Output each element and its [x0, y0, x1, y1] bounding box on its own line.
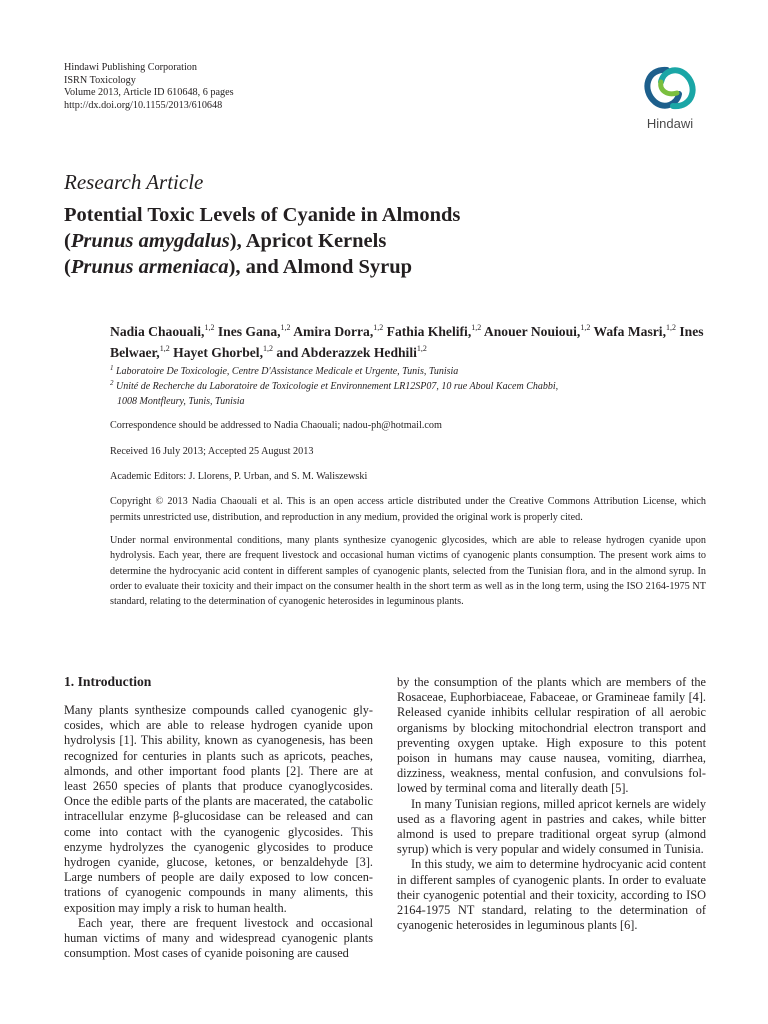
affiliation-2: $^2$ Unité de Recherche du Laboratoire de Toxicologie et Environnement LR12SP07, 10 rue Aboul Kacem Chabbi, — [110, 379, 559, 392]
paragraph: by the consumption of the plants which are members of the Rosaceae, Euphorbiaceae, Fabaceae, or Gramineae family [4]. Released cyanide inhibits cellular respiration of all aerobic organisms by blocking mitochondrial electron transport and preventing oxygen uptake. High exposure to this potent poison in humans may cause nausea, vomiting, diarrhea, dizziness, weakness, mental confusion, and convulsions followed by terminal coma and literally death [5]. — [397, 675, 706, 796]
journal-name: ISRN Toxicology — [64, 74, 136, 86]
author: Fathia Khelifi,$^{1,2}$ — [386, 323, 482, 339]
hindawi-logo-text: Hindawi — [646, 116, 694, 131]
received-accepted-dates: Received 16 July 2013; Accepted 25 August 2013 — [110, 446, 314, 457]
author: Amira Dorra,$^{1,2}$ — [293, 323, 384, 339]
doi-link[interactable]: http://dx.doi.org/10.1155/2013/610648 — [64, 99, 223, 111]
author-list — [110, 321, 710, 363]
author: Nadia Chaouali,$^{1,2}$ — [110, 323, 215, 339]
title-line-1: Potential Toxic Levels of Cyanide in Almonds — [64, 204, 461, 226]
paragraph: Many plants synthesize compounds called cyanogenic glycosides, which are able to release hydrogen cyanide upon hydrolysis [1]. This ability, known as cyanogenesis, has been recognized for centuries in plants such as apricots, peaches, almonds, and other important food plants [2]. There are at least 2650 species of plants that produce cyanoglycosides. Once the edible parts of the plants are macerated, the catabolic intracellular enzyme β-glucosidase can be released and can come into contact with the cyanogenic glycosides. This enzyme hydrolyzes the cyanogenic glycosides to produce hydrogen cyanide, glucose, ketones, or benzaldehyde [3]. Large numbers of people are daily exposed to low concentrations of cyanogenic compounds in many aliments, this exposition may imply a risk to human health. — [64, 703, 373, 915]
title-line-3: (Prunus armeniaca), and Almond Syrup — [64, 256, 413, 278]
author: Ines Belwaer,$^{1,2}$ — [110, 324, 704, 360]
article-type: Research Article — [64, 170, 204, 194]
species-name: Prunus amygdalus — [70, 230, 230, 252]
author: Hayet Ghorbel,$^{1,2}$ — [173, 344, 273, 360]
paragraph: In this study, we aim to determine hydrocyanic acid content in different samples of cyanogenic plants. In order to evaluate their cyanogenic potential and their toxicity, according to ISO 2164-1975 NT standard, relating to the determination of cyanogenic heterosides in leguminous plants [6]. — [397, 857, 706, 933]
abstract: Under normal environmental conditions, many plants synthesize cyanogenic glycosides, which are able to release hydrogen cyanide upon hydrolysis. Each year, there are frequent livestock and occasional human victims of cyanogenic plants consumption. The present work aims to determine the hydrocyanic acid content in different samples of cyanogenic plants, selected from the Tunisian flora, and in the almond syrup. In order to evaluate their toxicity and their impact on the consumer health in the short term as well as in the long term, using the ISO 2164-1975 NT standard, relating to the determination of cyanogenic heterosides in leguminous plants. — [110, 535, 706, 608]
paper-title — [64, 202, 624, 280]
title-line-2: (Prunus amygdalus), Apricot Kernels — [64, 230, 387, 252]
affiliation-1: $^1$ Laboratoire De Toxicologie, Centre D'Assistance Medicale et Urgente, Tunis, Tunisia — [110, 364, 459, 377]
paragraph: In many Tunisian regions, milled apricot kernels are widely used as a flavoring agent in pastries and cakes, while bitter almond is used to prepare traditional orgeat syrup (almond syrup) which is very popular and widely consumed in Tunisia. — [397, 796, 706, 857]
affiliations — [110, 364, 710, 409]
author: Wafa Masri,$^{1,2}$ — [593, 323, 676, 339]
left-column — [64, 703, 373, 961]
paragraph: Each year, there are frequent livestock and occasional human victims of many and widespread cyanogenic plants consumption. Most cases of cyanide poisoning are caused — [64, 915, 373, 961]
right-column — [397, 675, 706, 933]
author: and Abderazzek Hedhili$^{1,2}$ — [276, 344, 427, 360]
academic-editors: Academic Editors: J. Llorens, P. Urban, and S. M. Waliszewski — [110, 471, 368, 482]
copyright-notice: Copyright © 2013 Nadia Chaouali et al. This is an open access article distributed under the Creative Commons Attribution License, which permits unrestricted use, distribution, and reproduction in any medium, provided the original work is properly cited. — [110, 496, 706, 523]
publication-info — [64, 62, 234, 112]
publisher-name: Hindawi Publishing Corporation — [64, 62, 197, 73]
species-name: Prunus armeniaca — [70, 256, 229, 278]
section-heading: 1. Introduction — [64, 674, 152, 689]
correspondence: Correspondence should be addressed to Nadia Chaouali; nadou-ph@hotmail.com — [110, 420, 442, 431]
volume-info: Volume 2013, Article ID 610648, 6 pages — [64, 87, 234, 99]
author: Ines Gana,$^{1,2}$ — [217, 323, 291, 339]
author: Anouer Nouioui,$^{1,2}$ — [483, 323, 591, 339]
affiliation-2-continued: 1008 Montfleury, Tunis, Tunisia — [117, 396, 245, 407]
